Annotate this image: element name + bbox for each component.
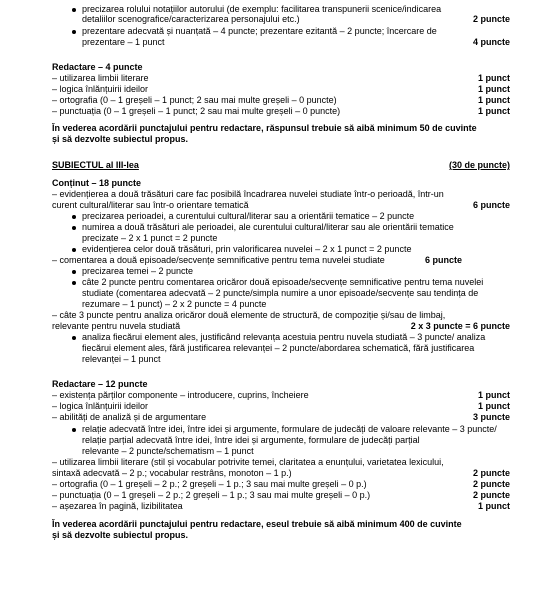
line-text: – evidențierea a două trăsături care fac posibilă încadrarea nuvelei studiate într-o perioadă, într-un xyxy=(52,189,444,199)
text-line xyxy=(82,446,510,457)
points-value: 1 punct xyxy=(474,84,510,95)
line-text: analiza fiecărui element ales, justificând relevanța acestuia pentru nuvela studiată – 3 puncte/ analiza xyxy=(82,332,486,342)
line-text: curent cultural/literar sau într-o orientare tematică xyxy=(52,200,249,210)
line-text: precizarea rolului notațiilor autorului (de exemplu: facilitarea transpunerii scenice/indicarea xyxy=(82,4,442,14)
points-value: 1 punct xyxy=(474,390,510,401)
text-line xyxy=(82,277,510,288)
points-value: (30 de puncte) xyxy=(445,160,510,171)
text-line xyxy=(82,424,510,435)
text-line xyxy=(52,412,510,423)
points-value: 2 puncte xyxy=(469,490,510,501)
bullet-icon xyxy=(72,336,76,340)
text-line xyxy=(52,310,510,321)
text-line xyxy=(52,123,510,134)
line-text: relevante pentru nuvela studiată xyxy=(52,321,181,331)
text-line xyxy=(82,233,510,244)
points-value: 6 puncte xyxy=(421,255,462,266)
text-line xyxy=(82,343,510,354)
text-line xyxy=(52,178,510,189)
line-text: – comentarea a două episoade/secvențe semnificative pentru tema nuvelei studiate xyxy=(52,255,385,265)
bullet-icon xyxy=(72,30,76,34)
text-line xyxy=(52,95,510,106)
line-text: precizarea temei – 2 puncte xyxy=(82,266,194,276)
text-line xyxy=(52,134,510,145)
bullet-icon xyxy=(72,226,76,230)
line-text: – logica înlănțuirii ideilor xyxy=(52,401,149,411)
text-line xyxy=(82,26,510,37)
bullet-icon xyxy=(72,428,76,432)
line-text: relație parțial adecvată între idei, între idei și argumente, formulare de judecăți parțial xyxy=(82,435,420,445)
text-line xyxy=(52,501,510,512)
text-line xyxy=(52,519,510,530)
text-line xyxy=(52,200,510,211)
line-text: studiate (comentarea adecvată – 2 puncte/simpla numire a unor episoade/secvențe sau tendința de xyxy=(82,288,479,298)
text-line xyxy=(52,457,510,468)
bullet-icon xyxy=(72,215,76,219)
line-text: relație adecvată între idei, între idei și argumente, formulare de judecăți de valoare relevante – 3 puncte/ xyxy=(82,424,497,434)
text-line xyxy=(52,390,510,401)
text-line xyxy=(52,401,510,412)
line-text: rezumare – 1 punct) – 2 x 2 puncte = 4 puncte xyxy=(82,299,267,309)
line-text: numirea a două trăsături ale perioadei, ale curentului cultural/literar sau ale orientării tematice xyxy=(82,222,454,232)
text-line xyxy=(82,37,510,48)
bullet-icon xyxy=(72,8,76,12)
heading-text: Conținut – 18 puncte xyxy=(52,178,142,188)
text-line xyxy=(52,189,510,200)
line-text: – logica înlănțuirii ideilor xyxy=(52,84,149,94)
points-value: 1 punct xyxy=(474,73,510,84)
text-line xyxy=(52,62,510,73)
heading-text: În vederea acordării punctajului pentru redactare, răspunsul trebuie să aibă minimum 50 de cuvinte xyxy=(52,123,477,133)
text-line xyxy=(52,379,510,390)
points-value: 2 puncte xyxy=(469,14,510,25)
heading-text: și să dezvolte subiectul propus. xyxy=(52,530,189,540)
text-line xyxy=(82,354,510,365)
line-text: sintaxă adecvată – 2 p.; vocabular restrâns, monoton – 1 p.) xyxy=(52,468,292,478)
points-value: 6 puncte xyxy=(469,200,510,211)
text-line xyxy=(82,211,510,222)
text-line xyxy=(52,73,510,84)
points-value: 3 puncte xyxy=(469,412,510,423)
line-text: – așezarea în pagină, lizibilitatea xyxy=(52,501,183,511)
line-text: – câte 3 puncte pentru analiza oricăror două elemente de structură, de compoziție și/sau de limbaj, xyxy=(52,310,446,320)
line-text: prezentare – 1 punct xyxy=(82,37,165,47)
heading-text: SUBIECTUL al III-lea xyxy=(52,160,139,170)
text-line xyxy=(82,299,510,310)
line-text: relevante – 2 puncte/schematism – 1 punct xyxy=(82,446,254,456)
text-line xyxy=(52,490,510,501)
text-line xyxy=(82,222,510,233)
text-line xyxy=(82,435,510,446)
text-line xyxy=(82,244,510,255)
line-text: evidențierea celor două trăsături, prin valorificarea nuvelei – 2 x 1 punct = 2 puncte xyxy=(82,244,412,254)
line-text: – utilizarea limbii literare xyxy=(52,73,149,83)
text-line xyxy=(52,255,510,266)
line-text: – existența părților componente – introducere, cuprins, încheiere xyxy=(52,390,309,400)
bullet-icon xyxy=(72,281,76,285)
points-value: 2 puncte xyxy=(469,468,510,479)
text-line xyxy=(82,266,510,277)
line-text: – utilizarea limbii literare (stil și vocabular potrivite temei, claritatea a enunțului, varietatea lexicului, xyxy=(52,457,444,467)
text-line xyxy=(52,479,510,490)
text-line xyxy=(82,288,510,299)
points-value: 1 punct xyxy=(474,95,510,106)
line-text: – punctuația (0 – 1 greșeli – 1 punct; 2 sau mai multe greșeli – 0 puncte) xyxy=(52,106,341,116)
line-text: – punctuația (0 – 1 greșeli – 2 p.; 2 greșeli – 1 p.; 3 sau mai multe greșeli – 0 p.) xyxy=(52,490,371,500)
points-value: 1 punct xyxy=(474,401,510,412)
points-value: 1 punct xyxy=(474,501,510,512)
points-value: 2 x 3 puncte = 6 puncte xyxy=(407,321,510,332)
bullet-icon xyxy=(72,248,76,252)
line-text: precizarea perioadei, a curentului cultural/literar sau a orientării tematice – 2 puncte xyxy=(82,211,415,221)
text-line xyxy=(52,530,510,541)
line-text: – ortografia (0 – 1 greșeli – 1 punct; 2 sau mai multe greșeli – 0 puncte) xyxy=(52,95,337,105)
line-text: câte 2 puncte pentru comentarea oricăror două episoade/secvențe semnificative pentru tema nuvelei xyxy=(82,277,484,287)
heading-text: Redactare – 4 puncte xyxy=(52,62,143,72)
text-line xyxy=(52,106,510,117)
text-line xyxy=(82,14,510,25)
line-text: – abilități de analiză și de argumentare xyxy=(52,412,207,422)
heading-text: În vederea acordării punctajului pentru redactare, eseul trebuie să aibă minimum 400 de cuvinte xyxy=(52,519,462,529)
points-value: 1 punct xyxy=(474,106,510,117)
text-line xyxy=(52,468,510,479)
line-text: – ortografia (0 – 1 greșeli – 2 p.; 2 greșeli – 1 p.; 3 sau mai multe greșeli – 0 p.) xyxy=(52,479,367,489)
points-value: 2 puncte xyxy=(469,479,510,490)
heading-text: și să dezvolte subiectul propus. xyxy=(52,134,189,144)
line-text: detaliilor scenografice/caracterizarea personajului etc.) xyxy=(82,14,300,24)
heading-text: Redactare – 12 puncte xyxy=(52,379,148,389)
text-line xyxy=(52,84,510,95)
line-text: prezentare adecvată și nuanțată – 4 puncte; prezentare ezitantă – 2 puncte; încercare de xyxy=(82,26,437,36)
bullet-icon xyxy=(72,270,76,274)
text-line xyxy=(52,160,510,171)
line-text: fiecărui element ales, fără justificarea relevanței – 2 puncte/abordarea schematică, fără justificarea xyxy=(82,343,475,353)
text-line xyxy=(82,332,510,343)
points-value: 4 puncte xyxy=(469,37,510,48)
line-text: precizate – 2 x 1 punct = 2 puncte xyxy=(82,233,218,243)
line-text: relevanței – 1 punct xyxy=(82,354,161,364)
text-line xyxy=(52,321,510,332)
